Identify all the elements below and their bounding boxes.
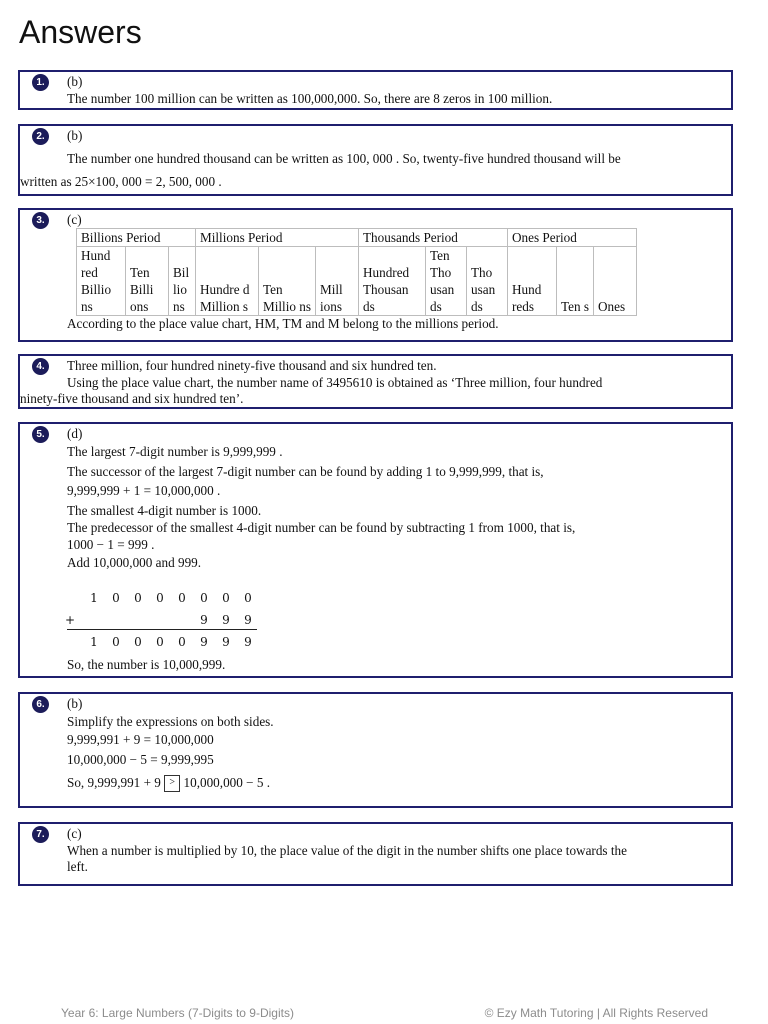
answer-6-box <box>18 692 733 808</box>
comparison-sign-box: > <box>164 775 180 792</box>
footer-left: Year 6: Large Numbers (7-Digits to 9-Digits) <box>61 1006 294 1020</box>
place-header: Hund red Billio ns <box>77 247 126 316</box>
digit: 0 <box>112 591 120 605</box>
answer-equation: 9,999,999 + 1 = 10,000,000 . <box>67 483 221 498</box>
plus-sign: + <box>64 613 76 627</box>
answer-number-badge: 7. <box>32 826 49 843</box>
answer-2-box <box>18 124 733 196</box>
place-header: Ten Billi ons <box>126 247 169 316</box>
digit: 0 <box>200 591 208 605</box>
digit: 0 <box>244 591 252 605</box>
answer-step: The successor of the largest 7-digit number can be found by adding 1 to 9,999,999, that is, <box>67 464 544 479</box>
answer-step: The smallest 4-digit number is 1000. <box>67 503 262 518</box>
comparison-right: 10,000,000 − 5 . <box>183 775 271 790</box>
page-title: Answers <box>19 14 142 50</box>
place-header: Ten Tho usan ds <box>426 247 467 316</box>
answer-7-box <box>18 822 733 886</box>
answer-choice: (b) <box>67 696 83 711</box>
place-value-chart <box>76 228 637 316</box>
answer-4-box <box>18 354 733 409</box>
digit: 0 <box>134 591 142 605</box>
period-header: Thousands Period <box>359 229 508 247</box>
answer-step: Simplify the expressions on both sides. <box>67 714 274 729</box>
digit: 9 <box>244 635 252 649</box>
place-header: Hund reds <box>508 247 557 316</box>
digit: 0 <box>178 591 186 605</box>
answer-number-badge: 4. <box>32 358 49 375</box>
answer-explanation-line: written as 25×100, 000 = 2, 500, 000 . <box>20 174 222 189</box>
answer-3-box <box>18 208 733 342</box>
answer-explanation-line: left. <box>67 859 88 874</box>
place-header: Mill ions <box>316 247 359 316</box>
place-header: Ones <box>594 247 637 316</box>
answer-step: The largest 7-digit number is 9,999,999 . <box>67 444 283 459</box>
answer-choice: (b) <box>67 128 83 143</box>
digit: 0 <box>134 635 142 649</box>
answer-explanation: According to the place value chart, HM, TM and M belong to the millions period. <box>67 316 499 331</box>
answer-number-badge: 1. <box>32 74 49 91</box>
comparison-left: So, 9,999,991 + 9 <box>67 775 161 790</box>
answer-equation: 1000 − 1 = 999 . <box>67 537 155 552</box>
digit: 0 <box>222 591 230 605</box>
answer-explanation-line: ninety-five thousand and six hundred ten’. <box>20 391 244 406</box>
digit: 1 <box>90 635 98 649</box>
digit: 9 <box>222 613 230 627</box>
digit: 0 <box>178 635 186 649</box>
answer-number-badge: 6. <box>32 696 49 713</box>
answer-number-badge: 2. <box>32 128 49 145</box>
answer-explanation-line: Using the place value chart, the number name of 3495610 is obtained as ‘Three million, four hundred <box>67 375 603 390</box>
answer-step: Add 10,000,000 and 999. <box>67 555 202 570</box>
answer-equation: 10,000,000 − 5 = 9,999,995 <box>67 752 214 767</box>
footer-right: © Ezy Math Tutoring | All Rights Reserved <box>484 1006 708 1020</box>
answer-explanation-line: When a number is multiplied by 10, the place value of the digit in the number shifts one place towards the <box>67 843 627 858</box>
period-header: Billions Period <box>77 229 196 247</box>
period-header: Ones Period <box>508 229 637 247</box>
sum-rule <box>67 629 257 630</box>
digit: 0 <box>112 635 120 649</box>
answer-choice: (c) <box>67 826 82 841</box>
answer-number-badge: 3. <box>32 212 49 229</box>
digit: 0 <box>156 635 164 649</box>
answer-explanation-line: The number one hundred thousand can be written as 100, 000 . So, twenty-five hundred thousand will be <box>67 151 621 166</box>
digit: 9 <box>200 635 208 649</box>
place-header: Bil lio ns <box>169 247 196 316</box>
answer-explanation-line: Three million, four hundred ninety-five thousand and six hundred ten. <box>67 358 437 373</box>
answer-number-badge: 5. <box>32 426 49 443</box>
place-header: Ten Millio ns <box>259 247 316 316</box>
answer-step: The predecessor of the smallest 4-digit number can be found by subtracting 1 from 1000, that is, <box>67 520 576 535</box>
digit: 9 <box>200 613 208 627</box>
answer-explanation: The number 100 million can be written as 100,000,000. So, there are 8 zeros in 100 million. <box>67 91 553 106</box>
answer-1-box <box>18 70 733 110</box>
answer-choice: (b) <box>67 74 83 89</box>
answer-equation: 9,999,991 + 9 = 10,000,000 <box>67 732 214 747</box>
answer-5-box <box>18 422 733 678</box>
answer-conclusion: So, the number is 10,000,999. <box>67 657 226 672</box>
digit: 1 <box>90 591 98 605</box>
place-header: Ten s <box>557 247 594 316</box>
digit: 9 <box>244 613 252 627</box>
answer-choice: (d) <box>67 426 83 441</box>
digit: 9 <box>222 635 230 649</box>
answer-choice: (c) <box>67 212 82 227</box>
period-header: Millions Period <box>196 229 359 247</box>
place-header: Hundred Thousan ds <box>359 247 426 316</box>
place-header: Tho usan ds <box>467 247 508 316</box>
digit: 0 <box>156 591 164 605</box>
place-header: Hundre d Million s <box>196 247 259 316</box>
answer-comparison <box>67 774 270 792</box>
